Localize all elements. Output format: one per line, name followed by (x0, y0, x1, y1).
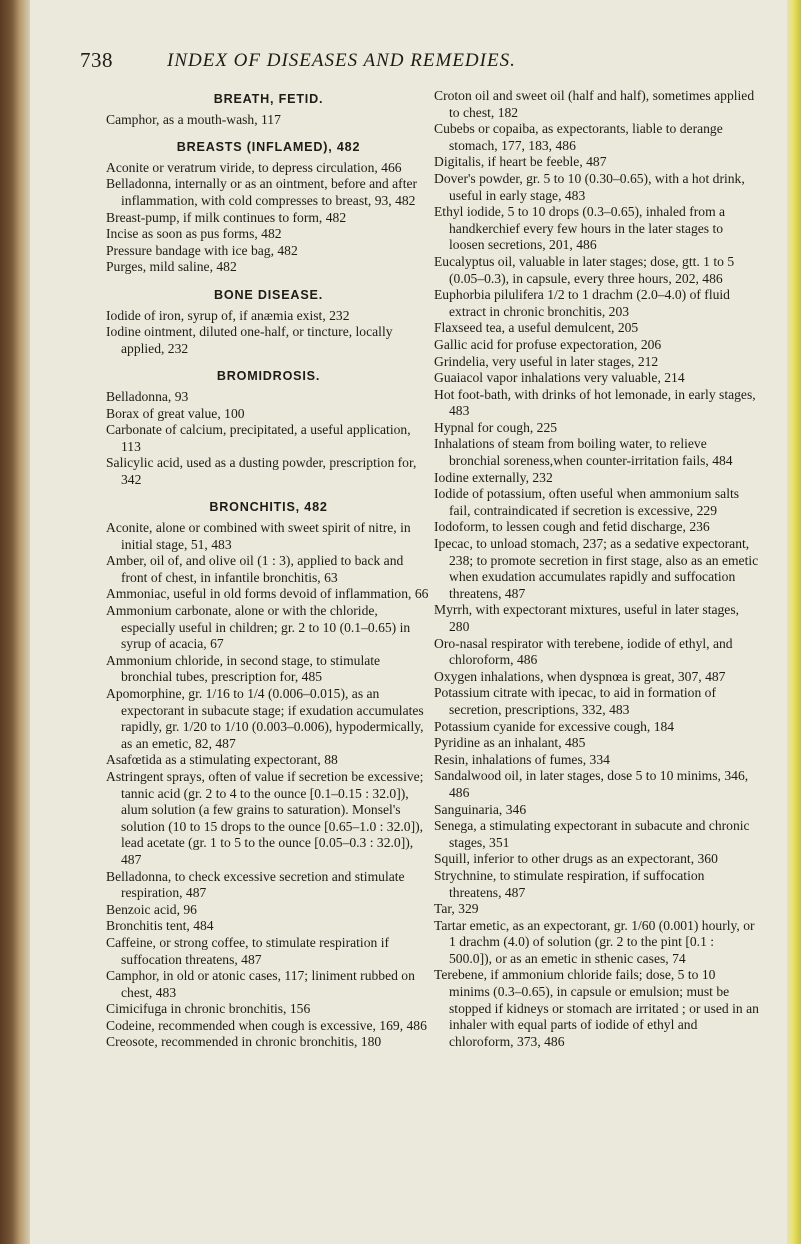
index-entry: Grindelia, very useful in later stages, 212 (434, 353, 659, 369)
index-entry: Cimicifuga in chronic bronchitis, 156 (106, 1001, 311, 1017)
index-entry: Strychnine, to stimulate respiration, if suffocation threatens, 487 (434, 867, 705, 900)
index-entry: Ethyl iodide, 5 to 10 drops (0.3–0.65), inhaled from a handkerchief every few hours in the later stages to loosen secretions, 201, 486 (434, 204, 726, 253)
index-entry: Creosote, recommended in chronic bronchitis, 180 (106, 1034, 382, 1050)
index-entry: Eucalyptus oil, valuable in later stages; dose, gtt. 1 to 5 (0.05–0.3), in capsule, every three hours, 202, 486 (434, 253, 735, 286)
index-entry: Breast-pump, if milk continues to form, 482 (106, 209, 347, 225)
index-entry: Iodoform, to lessen cough and fetid discharge, 236 (434, 519, 710, 535)
section-heading: BREATH, FETID. (213, 92, 324, 106)
index-entry: Hypnal for cough, 225 (434, 419, 558, 435)
index-entry: Camphor, in old or atonic cases, 117; liniment rubbed on chest, 483 (106, 968, 415, 1000)
index-entry: Squill, inferior to other drugs as an expectorant, 360 (434, 851, 718, 867)
section-heading: BONE DISEASE. (213, 287, 324, 302)
index-entry: Carbonate of calcium, precipitated, a useful application, 113 (106, 422, 411, 454)
page-header (80, 48, 740, 78)
section-heading: BREASTS (INFLAMED), 482 (176, 140, 361, 155)
index-entry: Pressure bandage with ice bag, 482 (106, 242, 298, 258)
right-column (434, 88, 759, 1050)
section-heading: BRONCHITIS, 482 (209, 500, 328, 515)
index-entry: Terebene, if ammonium chloride fails; dose, 5 to 10 minims (0.3–0.65), in capsule or emulsion; must be stopped if kidneys or stomach are irritated ; or used in an inhaler with equal parts of iodide of ethyl and chloroform, 373, 486 (434, 967, 759, 1049)
index-entry: Amber, oil of, and olive oil (1 : 3), applied to back and front of chest, in infantile bronchitis, 63 (106, 553, 404, 585)
section-spacer (106, 357, 431, 365)
index-entry: Inhalations of steam from boiling water, to relieve bronchial soreness,when counter-irritation fails, 484 (434, 436, 733, 469)
index-entry: Asafœtida as a stimulating expectorant, 88 (106, 752, 338, 768)
index-entry: Tartar emetic, as an expectorant, gr. 1/60 (0.001) hourly, or 1 drachm (4.0) of solution (gr. 2 to the pint [0.1 : 500.0]), or as an emetic in sthenic cases, 74 (434, 917, 755, 966)
index-entry: Senega, a stimulating expectorant in subacute and chronic stages, 351 (434, 818, 750, 850)
left-column (106, 88, 431, 1051)
index-entry: Iodine externally, 232 (434, 469, 553, 485)
index-entry: Borax of great value, 100 (106, 405, 245, 421)
index-entry: Iodine ointment, diluted one-half, or tincture, locally applied, 232 (106, 324, 393, 356)
index-entry: Potassium cyanide for excessive cough, 184 (434, 718, 675, 734)
index-entry: Croton oil and sweet oil (half and half), sometimes applied to chest, 182 (434, 88, 755, 120)
index-entry: Hot foot-bath, with drinks of hot lemonade, in early stages, 483 (434, 386, 756, 419)
index-entry: Ammonium carbonate, alone or with the chloride, especially useful in children; gr. 2 to 10 (0.1–0.65) in syrup of acacia, 67 (106, 603, 411, 652)
book-binding-edge (0, 0, 30, 1244)
index-entry: Sanguinaria, 346 (434, 801, 527, 817)
index-entry: Cubebs or copaiba, as expectorants, liable to derange stomach, 177, 183, 486 (434, 121, 723, 153)
index-entry: Ipecac, to unload stomach, 237; as a sedative expectorant, 238; to promote secretion in first stage, also as an emetic when exudation accumulates rapidly and suffocation threatens, 487 (434, 536, 759, 601)
index-entry: Myrrh, with expectorant mixtures, useful in later stages, 280 (434, 602, 740, 634)
index-entry: Belladonna, to check excessive secretion and stimulate respiration, 487 (106, 868, 405, 901)
index-entry: Ammoniac, useful in old forms devoid of inflammation, 66 (106, 586, 429, 602)
index-entry: Flaxseed tea, a useful demulcent, 205 (434, 320, 639, 336)
page-edge (787, 0, 801, 1244)
index-entry: Potassium citrate with ipecac, to aid in formation of secretion, prescriptions, 332, 483 (434, 685, 716, 717)
index-entry: Astringent sprays, often of value if secretion be excessive; tannic acid (gr. 2 to 4 to the ounce [0.1–0.15 : 32.0]), alum solution (a few grains to saturation). Monsel's solution (10 to 15 drops to the ounce [0.65–1.0 : 32.0]), lead acetate (gr. 1 to 5 to the ounce [0.05–0.3 : 32.0]), 487 (106, 768, 424, 867)
index-entry: Gallic acid for profuse expectoration, 206 (434, 336, 662, 352)
section-spacer (106, 488, 431, 496)
index-entry: Resin, inhalations of fumes, 334 (434, 751, 610, 767)
index-entry: Incise as soon as pus forms, 482 (106, 226, 282, 242)
index-entry: Camphor, as a mouth-wash, 117 (106, 111, 281, 127)
index-entry: Bronchitis tent, 484 (106, 918, 214, 934)
index-entry: Salicylic acid, used as a dusting powder, prescription for, 342 (106, 455, 417, 487)
index-entry: Guaiacol vapor inhalations very valuable, 214 (434, 370, 685, 386)
index-entry: Purges, mild saline, 482 (106, 259, 237, 275)
running-head: INDEX OF DISEASES AND REMEDIES. (167, 50, 516, 71)
index-entry: Digitalis, if heart be feeble, 487 (434, 154, 607, 170)
index-entry: Apomorphine, gr. 1/16 to 1/4 (0.006–0.015), as an expectorant in subacute stage; if exudation accumulates rapidly, gr. 1/20 to 1/10 (0.003–0.006), hypodermically, as an emetic, 82, 487 (106, 686, 424, 751)
index-entry: Aconite or veratrum viride, to depress circulation, 466 (106, 159, 402, 175)
index-entry: Codeine, recommended when cough is excessive, 169, 486 (106, 1017, 427, 1033)
page-number: 738 (80, 48, 113, 72)
index-entry: Iodide of iron, syrup of, if anæmia exist, 232 (106, 307, 350, 323)
index-entry: Dover's powder, gr. 5 to 10 (0.30–0.65), with a hot drink, useful in early stage, 483 (434, 170, 745, 203)
index-entry: Oxygen inhalations, when dyspnœa is great, 307, 487 (434, 668, 726, 684)
index-entry: Pyridine as an inhalant, 485 (434, 735, 586, 751)
section-heading: BROMIDROSIS. (216, 369, 321, 384)
index-entry: Belladonna, 93 (106, 388, 189, 404)
index-entry: Benzoic acid, 96 (106, 901, 197, 917)
index-entry: Euphorbia pilulifera 1/2 to 1 drachm (2.0–4.0) of fluid extract in chronic bronchitis, 203 (434, 287, 730, 319)
index-entry: Caffeine, or strong coffee, to stimulate respiration if suffocation threatens, 487 (106, 934, 389, 967)
index-entry: Sandalwood oil, in later stages, dose 5 to 10 minims, 346, 486 (434, 768, 749, 800)
index-entry: Iodide of potassium, often useful when ammonium salts fail, contraindicated if secretion is excessive, 229 (434, 486, 740, 518)
section-spacer (106, 276, 431, 284)
index-entry: Oro-nasal respirator with terebene, iodide of ethyl, and chloroform, 486 (434, 635, 733, 668)
index-entry: Belladonna, internally or as an ointment, before and after inflammation, with cold compresses to breast, 93, 482 (106, 176, 418, 208)
index-entry: Tar, 329 (434, 901, 479, 917)
index-entry: Ammonium chloride, in second stage, to stimulate bronchial tubes, prescription for, 485 (106, 652, 381, 685)
section-spacer (106, 128, 431, 136)
index-entry: Aconite, alone or combined with sweet spirit of nitre, in initial stage, 51, 483 (106, 520, 411, 552)
